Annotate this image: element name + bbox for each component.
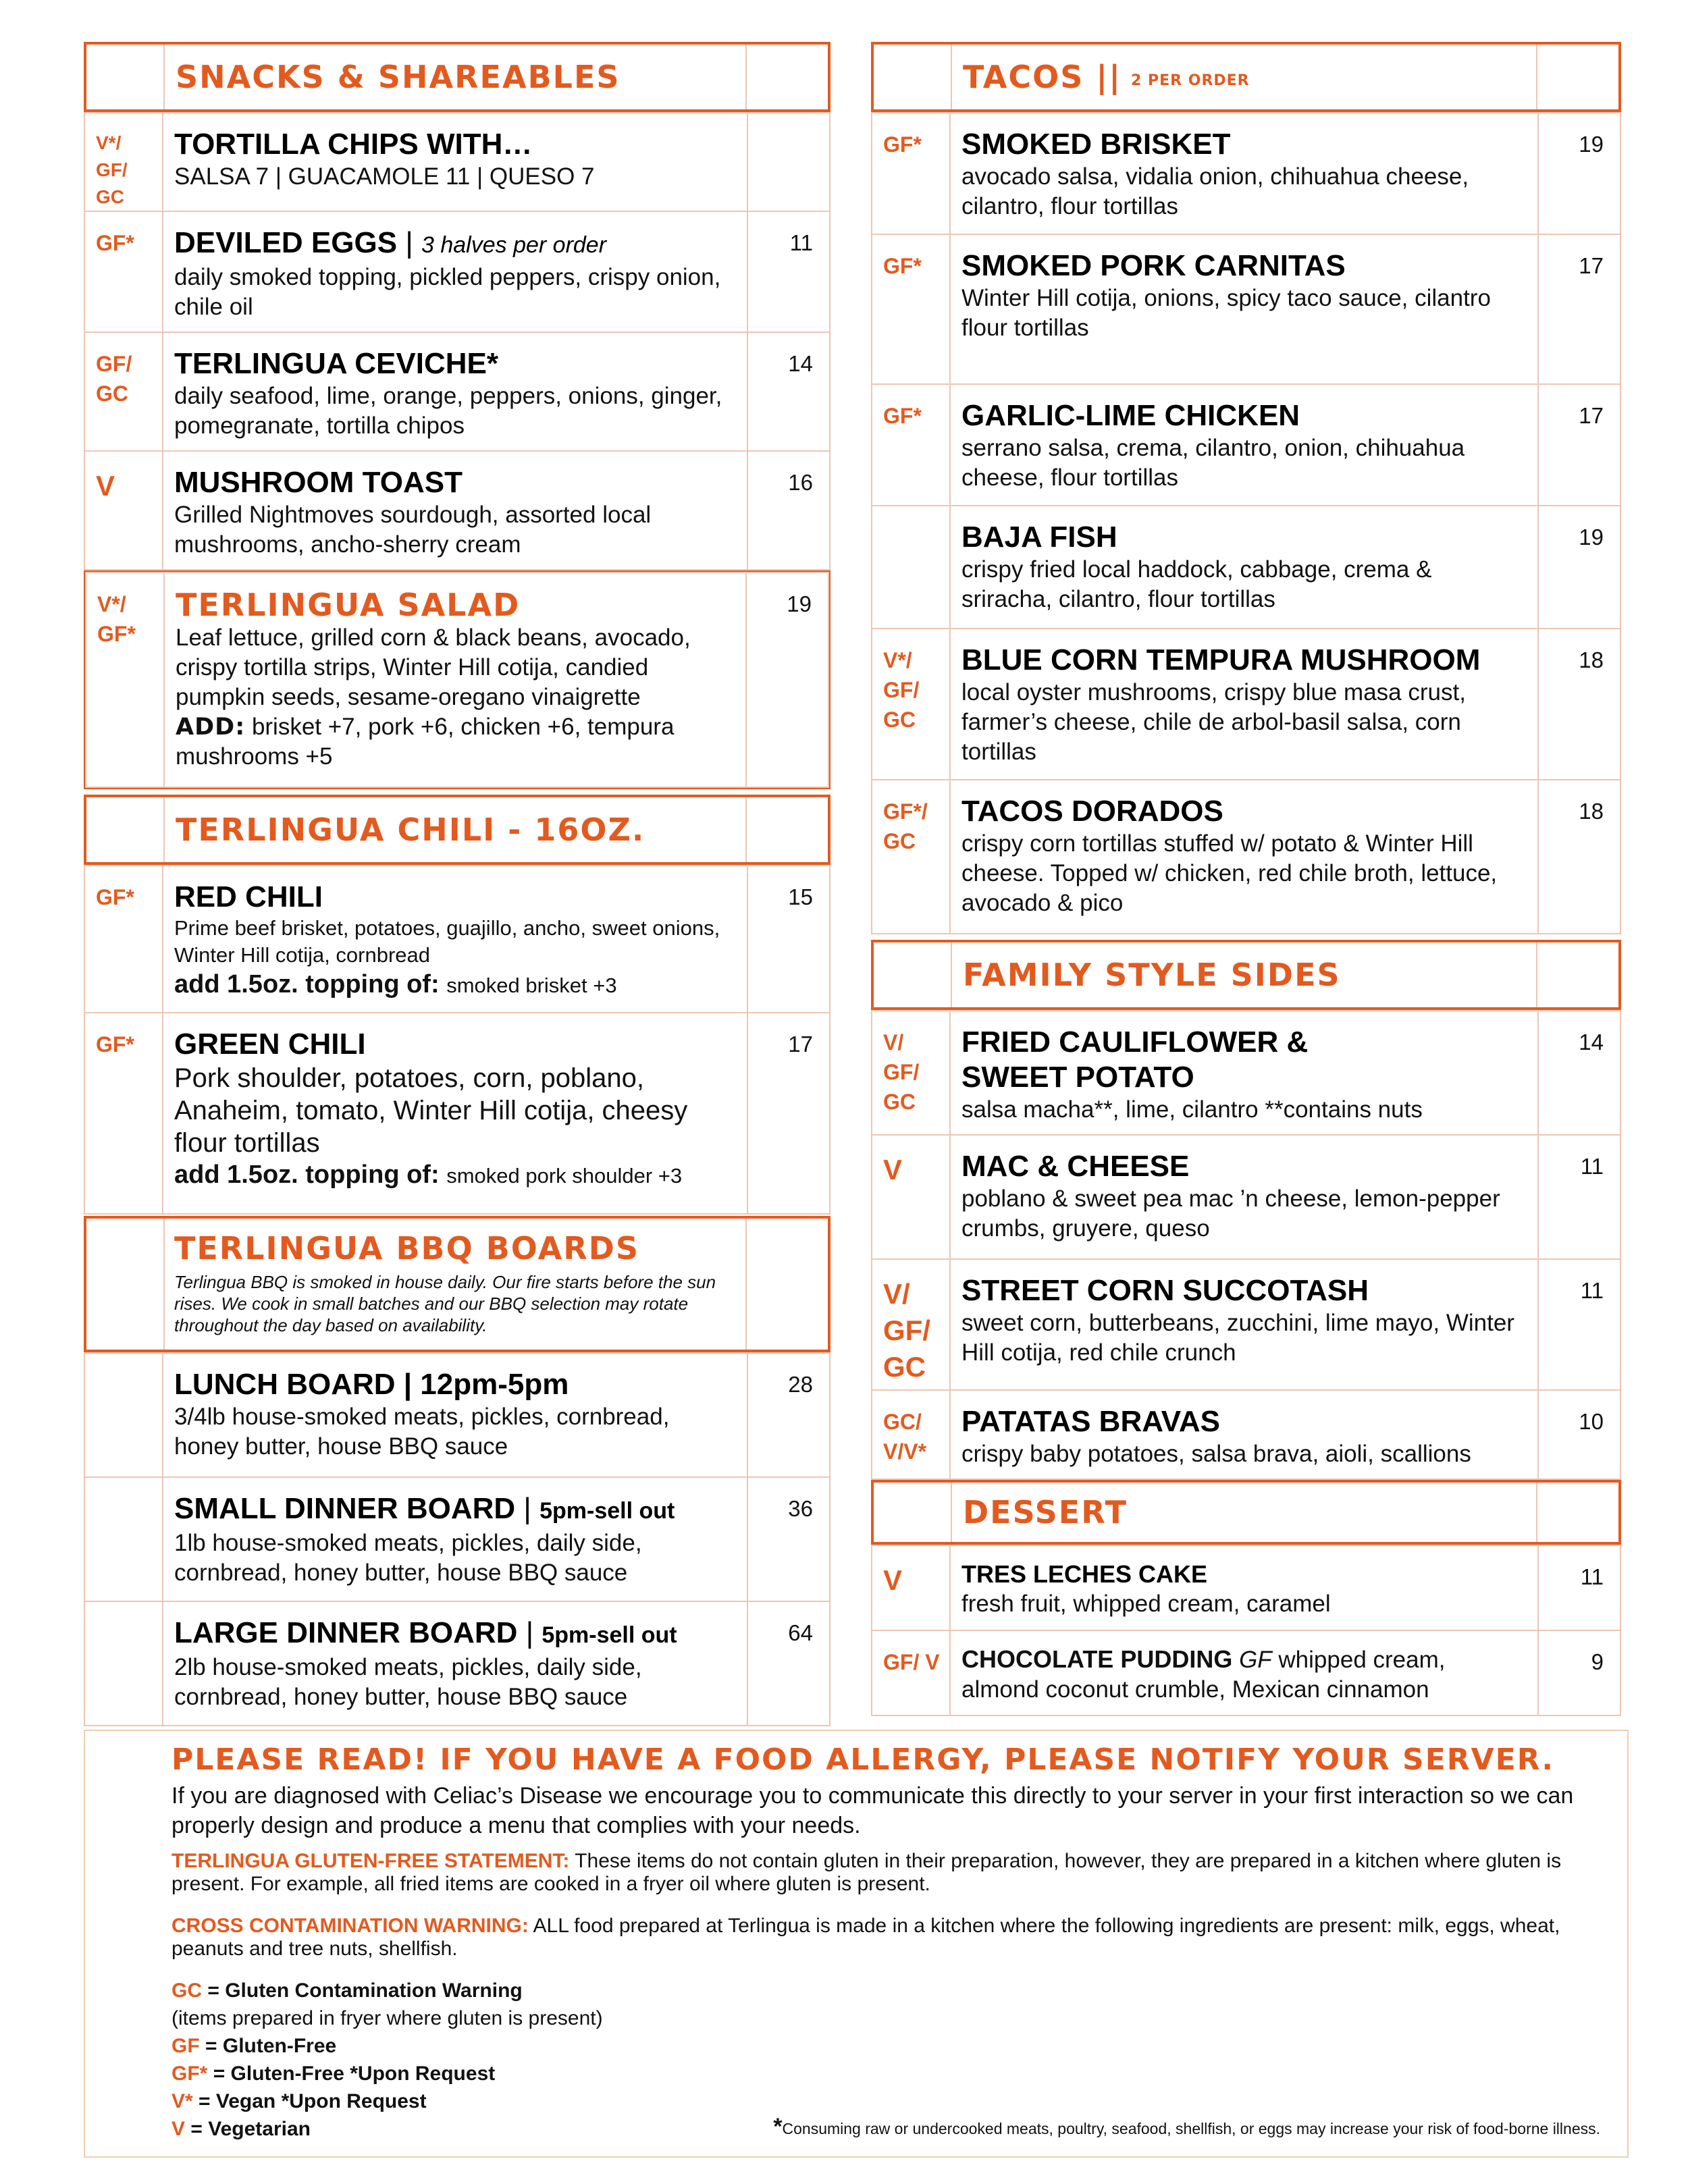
item-desc: sweet corn, butterbeans, zucchini, lime mayo, Winter Hill cotija, red chile crunch bbox=[961, 1310, 1514, 1366]
item-name: BLUE CORN TEMPURA MUSHROOM bbox=[961, 643, 1481, 676]
add-text: brisket +7, pork +6, chicken +6, tempura mushrooms +5 bbox=[176, 714, 675, 770]
item-price: 17 bbox=[1538, 234, 1620, 384]
allergy-title: PLEASE READ! IF YOU HAVE A FOOD ALLERGY, PLEASE NOTIFY YOUR SERVER. bbox=[172, 1742, 1555, 1777]
menu-item bbox=[872, 1390, 1620, 1479]
tacos-table bbox=[871, 112, 1621, 934]
menu-item bbox=[872, 1011, 1620, 1135]
diet-tag: V/ GF/ GC bbox=[872, 1259, 950, 1390]
add-label: add 1.5oz. topping of: bbox=[174, 1161, 440, 1189]
diet-tag: GF* bbox=[84, 1013, 163, 1214]
menu-item bbox=[872, 234, 1620, 384]
menu-item bbox=[86, 572, 828, 787]
menu-item bbox=[872, 780, 1620, 934]
menu-item: LARGE DINNER BOARD | 5pm-sell out 2lb house-smoked meats, pickles, daily side, cornbread, honey butter, house BBQ sauce 64 bbox=[84, 1601, 830, 1726]
item-desc: Leaf lettuce, grilled corn & black beans, avocado, crispy tortilla strips, Winter Hill cotija, candied pumpkin seeds, sesame-oregano vinaigrette bbox=[176, 624, 691, 710]
menu-item bbox=[872, 1630, 1620, 1715]
menu-item bbox=[872, 113, 1620, 234]
gluten-free-statement bbox=[172, 1850, 1611, 1896]
chili-header bbox=[84, 795, 830, 865]
sides-title: FAMILY STYLE SIDES bbox=[963, 957, 1341, 993]
item-name: STREET CORN SUCCOTASH bbox=[961, 1274, 1369, 1307]
item-price: 18 bbox=[1538, 629, 1620, 780]
menu-item bbox=[84, 451, 830, 570]
item-name: BAJA FISH bbox=[961, 521, 1117, 554]
item-name: TERLINGUA CEVICHE* bbox=[174, 347, 498, 380]
item-name: DEVILED EGGS bbox=[174, 226, 398, 259]
item-desc: Pork shoulder, potatoes, corn, poblano, Anaheim, tomato, Winter Hill cotija, cheesy flour tortillas bbox=[174, 1063, 688, 1158]
item-name: RED CHILI bbox=[174, 880, 323, 913]
menu-item: SMALL DINNER BOARD | 5pm-sell out 1lb house-smoked meats, pickles, daily side, cornbread, honey butter, house BBQ sauce 36 bbox=[84, 1477, 830, 1601]
item-price: 11 bbox=[1538, 1545, 1620, 1630]
bbq-title: TERLINGUA BBQ BOARDS bbox=[174, 1230, 639, 1267]
item-desc: Prime beef brisket, potatoes, guajillo, ancho, sweet onions, Winter Hill cotija, cornbread bbox=[174, 916, 720, 967]
cross-contamination-warning bbox=[172, 1915, 1611, 1961]
diet-tag: GF*/ GC bbox=[872, 780, 950, 934]
item-desc: 1lb house-smoked meats, pickles, daily side, cornbread, honey butter, house BBQ sauce bbox=[174, 1530, 642, 1586]
item-name: MAC & CHEESE bbox=[961, 1150, 1190, 1183]
diet-tag: V*/ GF* bbox=[86, 572, 164, 787]
item-name: GARLIC-LIME CHICKEN bbox=[961, 399, 1300, 432]
menu-item bbox=[872, 1135, 1620, 1259]
item-name: SMALL DINNER BOARD bbox=[174, 1492, 516, 1525]
legend-item: V = Vegetarian bbox=[172, 2118, 311, 2140]
menu-item bbox=[872, 506, 1620, 629]
item-price: 11 bbox=[747, 211, 830, 332]
diet-tag: GF* bbox=[872, 384, 950, 506]
menu-item bbox=[84, 865, 830, 1013]
item-name: TORTILLA CHIPS WITH… bbox=[174, 128, 533, 161]
menu-item bbox=[872, 384, 1620, 506]
diet-tag: GF/ GC bbox=[84, 332, 163, 451]
add-label: ADD: bbox=[176, 714, 246, 741]
raw-food-footnote: *Consuming raw or undercooked meats, poultry, seafood, shellfish, or eggs may increase your risk of food-borne illness. bbox=[773, 2114, 1600, 2139]
item-price bbox=[747, 113, 830, 211]
add-label: add 1.5oz. topping of: bbox=[174, 970, 440, 998]
item-price: 36 bbox=[747, 1477, 830, 1601]
tacos-subtitle: 2 PER ORDER bbox=[1131, 72, 1250, 89]
snacks-header bbox=[84, 42, 830, 112]
item-desc: Winter Hill cotija, onions, spicy taco sauce, cilantro flour tortillas bbox=[961, 285, 1491, 341]
item-desc: crispy corn tortillas stuffed w/ potato & Winter Hill cheese. Topped w/ chicken, red chile broth, lettuce, avocado & pico bbox=[961, 830, 1498, 916]
item-desc: SALSA 7 | GUACAMOLE 11 | QUESO 7 bbox=[174, 163, 595, 190]
diet-tag: V*/ GF/ GC bbox=[872, 629, 950, 780]
item-desc: serrano salsa, crema, cilantro, onion, chihuahua cheese, flour tortillas bbox=[961, 435, 1465, 491]
item-price: 11 bbox=[1538, 1135, 1620, 1259]
salad-box bbox=[84, 570, 830, 789]
gf-text: These items do not contain gluten in their preparation, however, they are prepared in a kitchen where gluten is present. For example, all fried items are cooked in a fryer oil where gluten is present. bbox=[172, 1850, 1562, 1895]
menu-item bbox=[84, 1013, 830, 1214]
item-qualifier: 5pm-sell out bbox=[542, 1622, 677, 1648]
item-price: 17 bbox=[747, 1013, 830, 1214]
diet-tag: V*/ GF/ GC bbox=[84, 113, 163, 211]
item-price: 28 bbox=[747, 1353, 830, 1477]
diet-tag: GF* bbox=[84, 211, 163, 332]
cc-text: ALL food prepared at Terlingua is made in a kitchen where the following ingredients are present: milk, eggs, wheat, peanuts and tree nuts, shellfish. bbox=[172, 1915, 1560, 1960]
diet-tag: V/ GF/ GC bbox=[872, 1011, 950, 1135]
item-price: 15 bbox=[747, 865, 830, 1013]
gf-label: TERLINGUA GLUTEN-FREE STATEMENT: bbox=[172, 1850, 570, 1872]
item-price: 9 bbox=[1538, 1630, 1620, 1715]
item-name: LARGE DINNER BOARD bbox=[174, 1616, 518, 1649]
item-desc: avocado salsa, vidalia onion, chihuahua cheese, cilantro, flour tortillas bbox=[961, 163, 1469, 219]
chili-title: TERLINGUA CHILI - 16OZ. bbox=[176, 811, 645, 848]
item-name: LUNCH BOARD | 12pm-5pm bbox=[174, 1368, 569, 1401]
bbq-subtitle: Terlingua BBQ is smoked in house daily. Our fire starts before the sun rises. We cook in small batches and our BBQ selection may rotate throughout the day based on availability. bbox=[174, 1272, 716, 1335]
legend-item: GF = Gluten-Free bbox=[172, 2035, 337, 2057]
item-desc: 2lb house-smoked meats, pickles, daily side, cornbread, honey butter, house BBQ sauce bbox=[174, 1654, 642, 1710]
item-desc: local oyster mushrooms, crispy blue masa crust, farmer’s cheese, chile de arbol-basil salsa, corn tortillas bbox=[961, 679, 1466, 765]
item-name: FRIED CAULIFLOWER & SWEET POTATO bbox=[961, 1026, 1309, 1094]
item-name: CHOCOLATE PUDDING bbox=[961, 1645, 1233, 1673]
dessert-header bbox=[871, 1480, 1621, 1545]
item-price: 14 bbox=[1538, 1011, 1620, 1135]
item-desc: fresh fruit, whipped cream, caramel bbox=[961, 1591, 1331, 1617]
item-name: MUSHROOM TOAST bbox=[174, 466, 463, 499]
item-desc: salsa macha**, lime, cilantro **contains nuts bbox=[961, 1096, 1423, 1123]
add-text: smoked brisket +3 bbox=[446, 974, 617, 997]
item-desc: crispy baby potatoes, salsa brava, aioli, scallions bbox=[961, 1441, 1471, 1467]
item-desc: crispy fried local haddock, cabbage, crema & sriracha, cilantro, flour tortillas bbox=[961, 556, 1432, 612]
left-column bbox=[84, 42, 830, 1726]
diet-tag: GF* bbox=[872, 234, 950, 384]
item-price: 64 bbox=[747, 1601, 830, 1726]
item-name: SMOKED PORK CARNITAS bbox=[961, 249, 1346, 282]
tacos-title: TACOS || bbox=[963, 59, 1122, 95]
item-price: 18 bbox=[1538, 780, 1620, 934]
diet-tag: V bbox=[872, 1135, 950, 1259]
item-price: 19 bbox=[746, 572, 828, 787]
item-price: 17 bbox=[1538, 384, 1620, 506]
allergy-intro: If you are diagnosed with Celiac’s Disease we encourage you to communicate this directly to your server in your first interaction so we can properly design and produce a menu that complies with your needs. bbox=[172, 1783, 1574, 1838]
snacks-table bbox=[84, 112, 830, 570]
dessert-table bbox=[871, 1545, 1621, 1716]
bbq-header bbox=[84, 1216, 830, 1352]
item-price: 19 bbox=[1538, 506, 1620, 629]
item-name-suffix: GF bbox=[1239, 1647, 1272, 1673]
legend-item: V* = Vegan *Upon Request bbox=[172, 2090, 427, 2112]
item-name: TACOS DORADOS bbox=[961, 795, 1223, 828]
item-name: GREEN CHILI bbox=[174, 1028, 366, 1061]
item-name: SMOKED BRISKET bbox=[961, 128, 1231, 161]
item-desc: daily seafood, lime, orange, peppers, onions, ginger, pomegranate, tortilla chipos bbox=[174, 383, 722, 439]
menu-item: GF* DEVILED EGGS | 3 halves per order daily smoked topping, pickled peppers, crispy onion, chile oil 11 bbox=[84, 211, 830, 332]
chili-table bbox=[84, 865, 830, 1215]
bbq-table bbox=[84, 1352, 830, 1726]
item-name: TRES LECHES CAKE bbox=[961, 1560, 1208, 1588]
item-qualifier: 5pm-sell out bbox=[539, 1498, 675, 1524]
item-note: 3 halves per order bbox=[421, 232, 607, 258]
item-price: 11 bbox=[1538, 1259, 1620, 1390]
menu-item bbox=[84, 332, 830, 451]
item-desc: poblano & sweet pea mac ’n cheese, lemon-pepper crumbs, gruyere, queso bbox=[961, 1186, 1500, 1242]
diet-tag: GF* bbox=[872, 113, 950, 234]
item-desc: 3/4lb house-smoked meats, pickles, cornbread, honey butter, house BBQ sauce bbox=[174, 1404, 670, 1460]
diet-tag: GF* bbox=[84, 865, 163, 1013]
sides-table bbox=[871, 1010, 1621, 1480]
cc-label: CROSS CONTAMINATION WARNING: bbox=[172, 1915, 529, 1937]
diet-tag: V bbox=[84, 451, 163, 570]
diet-tag bbox=[872, 506, 950, 629]
menu-item bbox=[872, 1545, 1620, 1630]
item-desc: whipped cream, almond coconut crumble, Mexican cinnamon bbox=[961, 1647, 1446, 1703]
diet-tag: V bbox=[872, 1545, 950, 1630]
menu-item bbox=[872, 1259, 1620, 1390]
menu-item bbox=[872, 629, 1620, 780]
item-price: 14 bbox=[747, 332, 830, 451]
right-column bbox=[871, 42, 1621, 1716]
item-desc: daily smoked topping, pickled peppers, crispy onion, chile oil bbox=[174, 264, 721, 320]
dessert-title: DESSERT bbox=[963, 1494, 1128, 1530]
diet-tag: GF/ V bbox=[872, 1630, 950, 1715]
legend-item: GC = Gluten Contamination Warning bbox=[172, 1979, 523, 2002]
add-text: smoked pork shoulder +3 bbox=[446, 1164, 683, 1188]
item-name: TERLINGUA SALAD bbox=[176, 587, 521, 623]
menu-item bbox=[84, 113, 830, 211]
diet-tag: GC/ V/V* bbox=[872, 1390, 950, 1479]
sides-header bbox=[871, 940, 1621, 1010]
item-name: PATATAS BRAVAS bbox=[961, 1405, 1220, 1438]
snacks-title: SNACKS & SHAREABLES bbox=[176, 59, 621, 95]
tacos-header bbox=[871, 42, 1621, 112]
menu-item bbox=[84, 1353, 830, 1477]
legend-item: GF* = Gluten-Free *Upon Request bbox=[172, 2062, 496, 2085]
legend-item: (items prepared in fryer where gluten is present) bbox=[172, 2007, 603, 2029]
item-price: 10 bbox=[1538, 1390, 1620, 1479]
item-price: 19 bbox=[1538, 113, 1620, 234]
allergy-notice bbox=[84, 1730, 1629, 2158]
item-price: 16 bbox=[747, 451, 830, 570]
item-desc: Grilled Nightmoves sourdough, assorted local mushrooms, ancho-sherry cream bbox=[174, 502, 652, 558]
